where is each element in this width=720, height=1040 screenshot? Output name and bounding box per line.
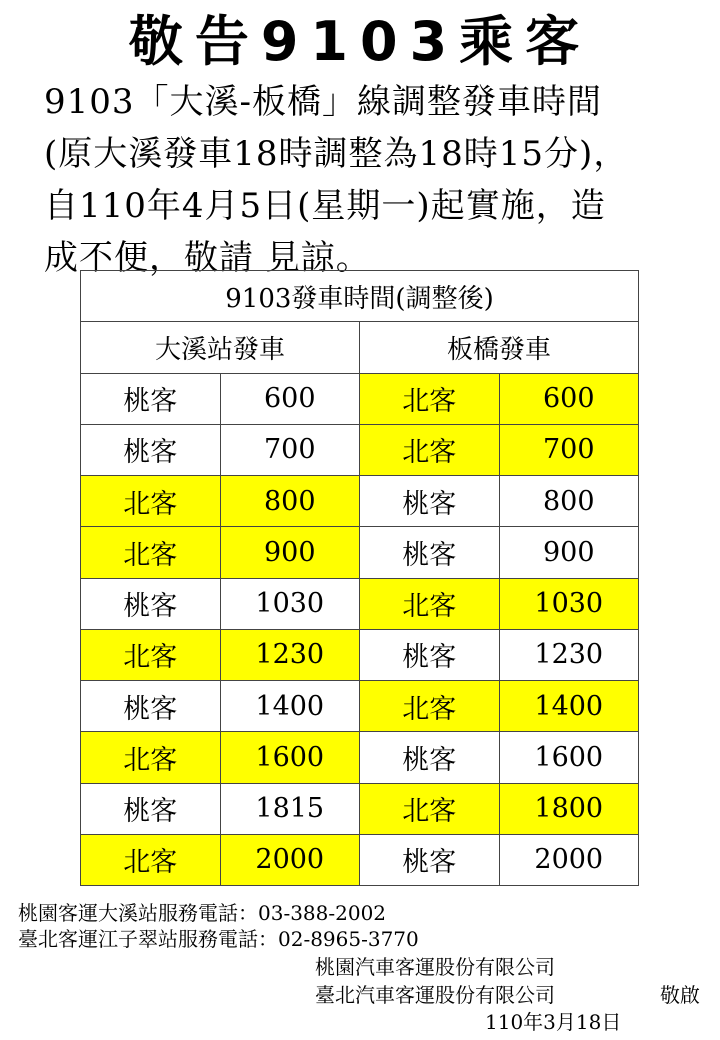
banqiao-time-cell: 1400	[499, 681, 639, 732]
banqiao-time-cell: 600	[499, 373, 639, 424]
daxi-company-cell: 北客	[81, 834, 221, 885]
notice-title: 敬告9103乘客	[128, 10, 592, 73]
notice-line: (原大溪發車18時調整為18時15分)，	[44, 134, 629, 174]
daxi-time-cell: 1600	[220, 732, 360, 783]
banqiao-company-cell: 北客	[360, 578, 500, 629]
banqiao-company-cell: 桃客	[360, 732, 500, 783]
notice-body	[44, 76, 704, 284]
schedule-row	[81, 373, 639, 424]
daxi-time-cell: 1030	[220, 578, 360, 629]
daxi-company-cell: 桃客	[81, 681, 221, 732]
banqiao-company-cell: 北客	[360, 783, 500, 834]
banqiao-time-cell: 1030	[499, 578, 639, 629]
schedule-row	[81, 476, 639, 527]
banqiao-company-cell: 北客	[360, 373, 500, 424]
notice-line: 成不便，敬請 見諒。	[44, 238, 371, 278]
banqiao-time-cell: 800	[499, 476, 639, 527]
daxi-time-cell: 900	[220, 527, 360, 578]
daxi-company-cell: 桃客	[81, 424, 221, 475]
banqiao-time-cell: 700	[499, 424, 639, 475]
daxi-company-cell: 北客	[81, 527, 221, 578]
daxi-company-cell: 北客	[81, 476, 221, 527]
daxi-company-cell: 桃客	[81, 783, 221, 834]
schedule-row	[81, 629, 639, 680]
notice-line: 9103「大溪-板橋」線調整發車時間	[44, 82, 603, 122]
banqiao-company-cell: 桃客	[360, 476, 500, 527]
banqiao-time-cell: 2000	[499, 834, 639, 885]
banqiao-time-cell: 1800	[499, 783, 639, 834]
daxi-time-cell: 600	[220, 373, 360, 424]
banqiao-time-cell: 1230	[499, 629, 639, 680]
company-taoyuan: 桃園汽車客運股份有限公司	[315, 955, 555, 979]
banqiao-company-cell: 北客	[360, 681, 500, 732]
daxi-phone: 桃園客運大溪站服務電話：03-388-2002	[18, 901, 387, 925]
respectfully-signoff: 敬啟	[660, 983, 700, 1007]
banqiao-company-cell: 北客	[360, 424, 500, 475]
banqiao-departure-header: 板橋發車	[360, 322, 639, 373]
daxi-time-cell: 1815	[220, 783, 360, 834]
daxi-time-cell: 700	[220, 424, 360, 475]
daxi-time-cell: 2000	[220, 834, 360, 885]
daxi-time-cell: 1400	[220, 681, 360, 732]
banqiao-time-cell: 1600	[499, 732, 639, 783]
schedule-row	[81, 783, 639, 834]
daxi-company-cell: 北客	[81, 629, 221, 680]
daxi-departure-header: 大溪站發車	[81, 322, 360, 373]
schedule-row	[81, 578, 639, 629]
schedule-row	[81, 424, 639, 475]
daxi-time-cell: 1230	[220, 629, 360, 680]
daxi-company-cell: 北客	[81, 732, 221, 783]
schedule-row	[81, 681, 639, 732]
daxi-company-cell: 桃客	[81, 578, 221, 629]
schedule-table	[80, 270, 639, 886]
daxi-company-cell: 桃客	[81, 373, 221, 424]
notice-line: 自110年4月5日(星期一)起實施，造	[44, 186, 606, 226]
daxi-time-cell: 800	[220, 476, 360, 527]
schedule-row	[81, 834, 639, 885]
company-taipei: 臺北汽車客運股份有限公司	[315, 983, 555, 1007]
banqiao-company-cell: 桃客	[360, 834, 500, 885]
schedule-caption: 9103發車時間(調整後)	[81, 271, 639, 322]
banqiao-company-cell: 桃客	[360, 629, 500, 680]
banqiao-time-cell: 900	[499, 527, 639, 578]
notice-date: 110年3月18日	[485, 1010, 622, 1034]
banqiao-company-cell: 桃客	[360, 527, 500, 578]
schedule-row	[81, 732, 639, 783]
schedule-row	[81, 527, 639, 578]
jiangzicui-phone: 臺北客運江子翠站服務電話：02-8965-3770	[18, 927, 419, 951]
